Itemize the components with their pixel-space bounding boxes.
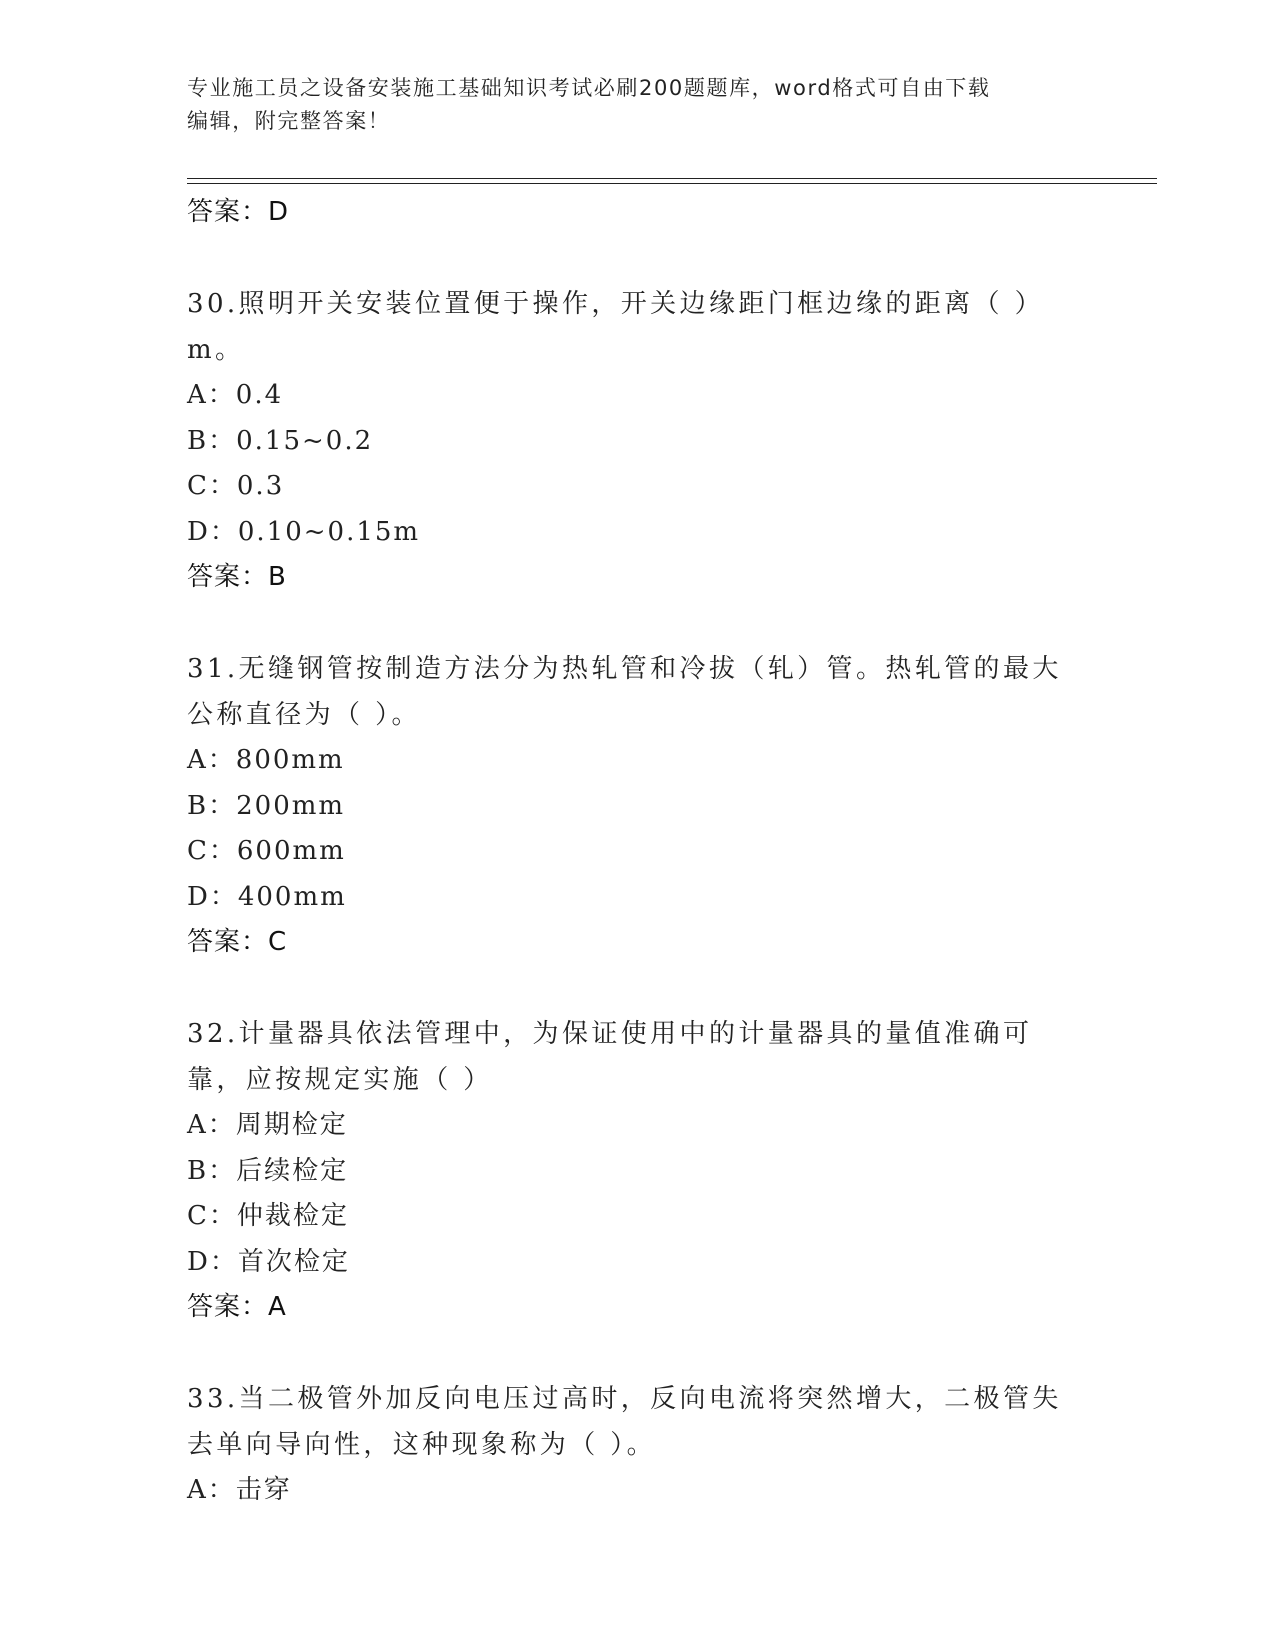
- document-header: [187, 72, 1067, 138]
- spacer: [187, 965, 1087, 1012]
- question-list: [187, 190, 1087, 1514]
- option-d: D：0.10~0.15m: [187, 516, 421, 547]
- spacer: [187, 1330, 1087, 1377]
- header-line-1: 专业施工员之设备安装施工基础知识考试必刷200题题库，word格式可自由下载: [187, 76, 991, 100]
- answer-line: 答案：A: [187, 1292, 287, 1322]
- question-block: [187, 647, 1087, 965]
- answer-line: 答案：D: [187, 197, 290, 227]
- option-b: B：后续检定: [187, 1155, 349, 1186]
- option-d: D：首次检定: [187, 1246, 350, 1277]
- header-line-2: 编辑，附完整答案！: [187, 109, 391, 133]
- question-text: 31.无缝钢管按制造方法分为热轧管和冷拔（轧）管。热轧管的最大公称直径为（ ）。: [187, 654, 1062, 730]
- option-a: A：击穿: [187, 1475, 292, 1505]
- answer-line: 答案：C: [187, 927, 288, 957]
- question-text: 30.照明开关安装位置便于操作，开关边缘距门框边缘的距离（ ）m。: [187, 289, 1045, 365]
- spacer: [187, 235, 1087, 282]
- option-a: A：0.4: [187, 380, 284, 410]
- option-a: A：800mm: [187, 745, 345, 775]
- question-text: 33.当二极管外加反向电压过高时，反向电流将突然增大，二极管失去单向导向性，这种现象称为（ ）。: [187, 1384, 1062, 1460]
- question-block: [187, 1377, 1087, 1514]
- option-b: B：0.15~0.2: [187, 425, 374, 456]
- option-d: D：400mm: [187, 881, 347, 912]
- spacer: [187, 600, 1087, 647]
- answer-line: 答案：B: [187, 562, 287, 592]
- question-text: 32.计量器具依法管理中，为保证使用中的计量器具的量值准确可靠，应按规定实施（ ）: [187, 1019, 1033, 1095]
- question-block: [187, 1012, 1087, 1330]
- option-c: C：仲裁检定: [187, 1201, 349, 1231]
- header-divider-top: [187, 178, 1157, 179]
- option-c: C：600mm: [187, 836, 346, 866]
- header-divider-bottom: [187, 183, 1157, 184]
- question-block: [187, 282, 1087, 600]
- option-c: C：0.3: [187, 471, 285, 501]
- option-a: A：周期检定: [187, 1110, 348, 1140]
- option-b: B：200mm: [187, 790, 346, 821]
